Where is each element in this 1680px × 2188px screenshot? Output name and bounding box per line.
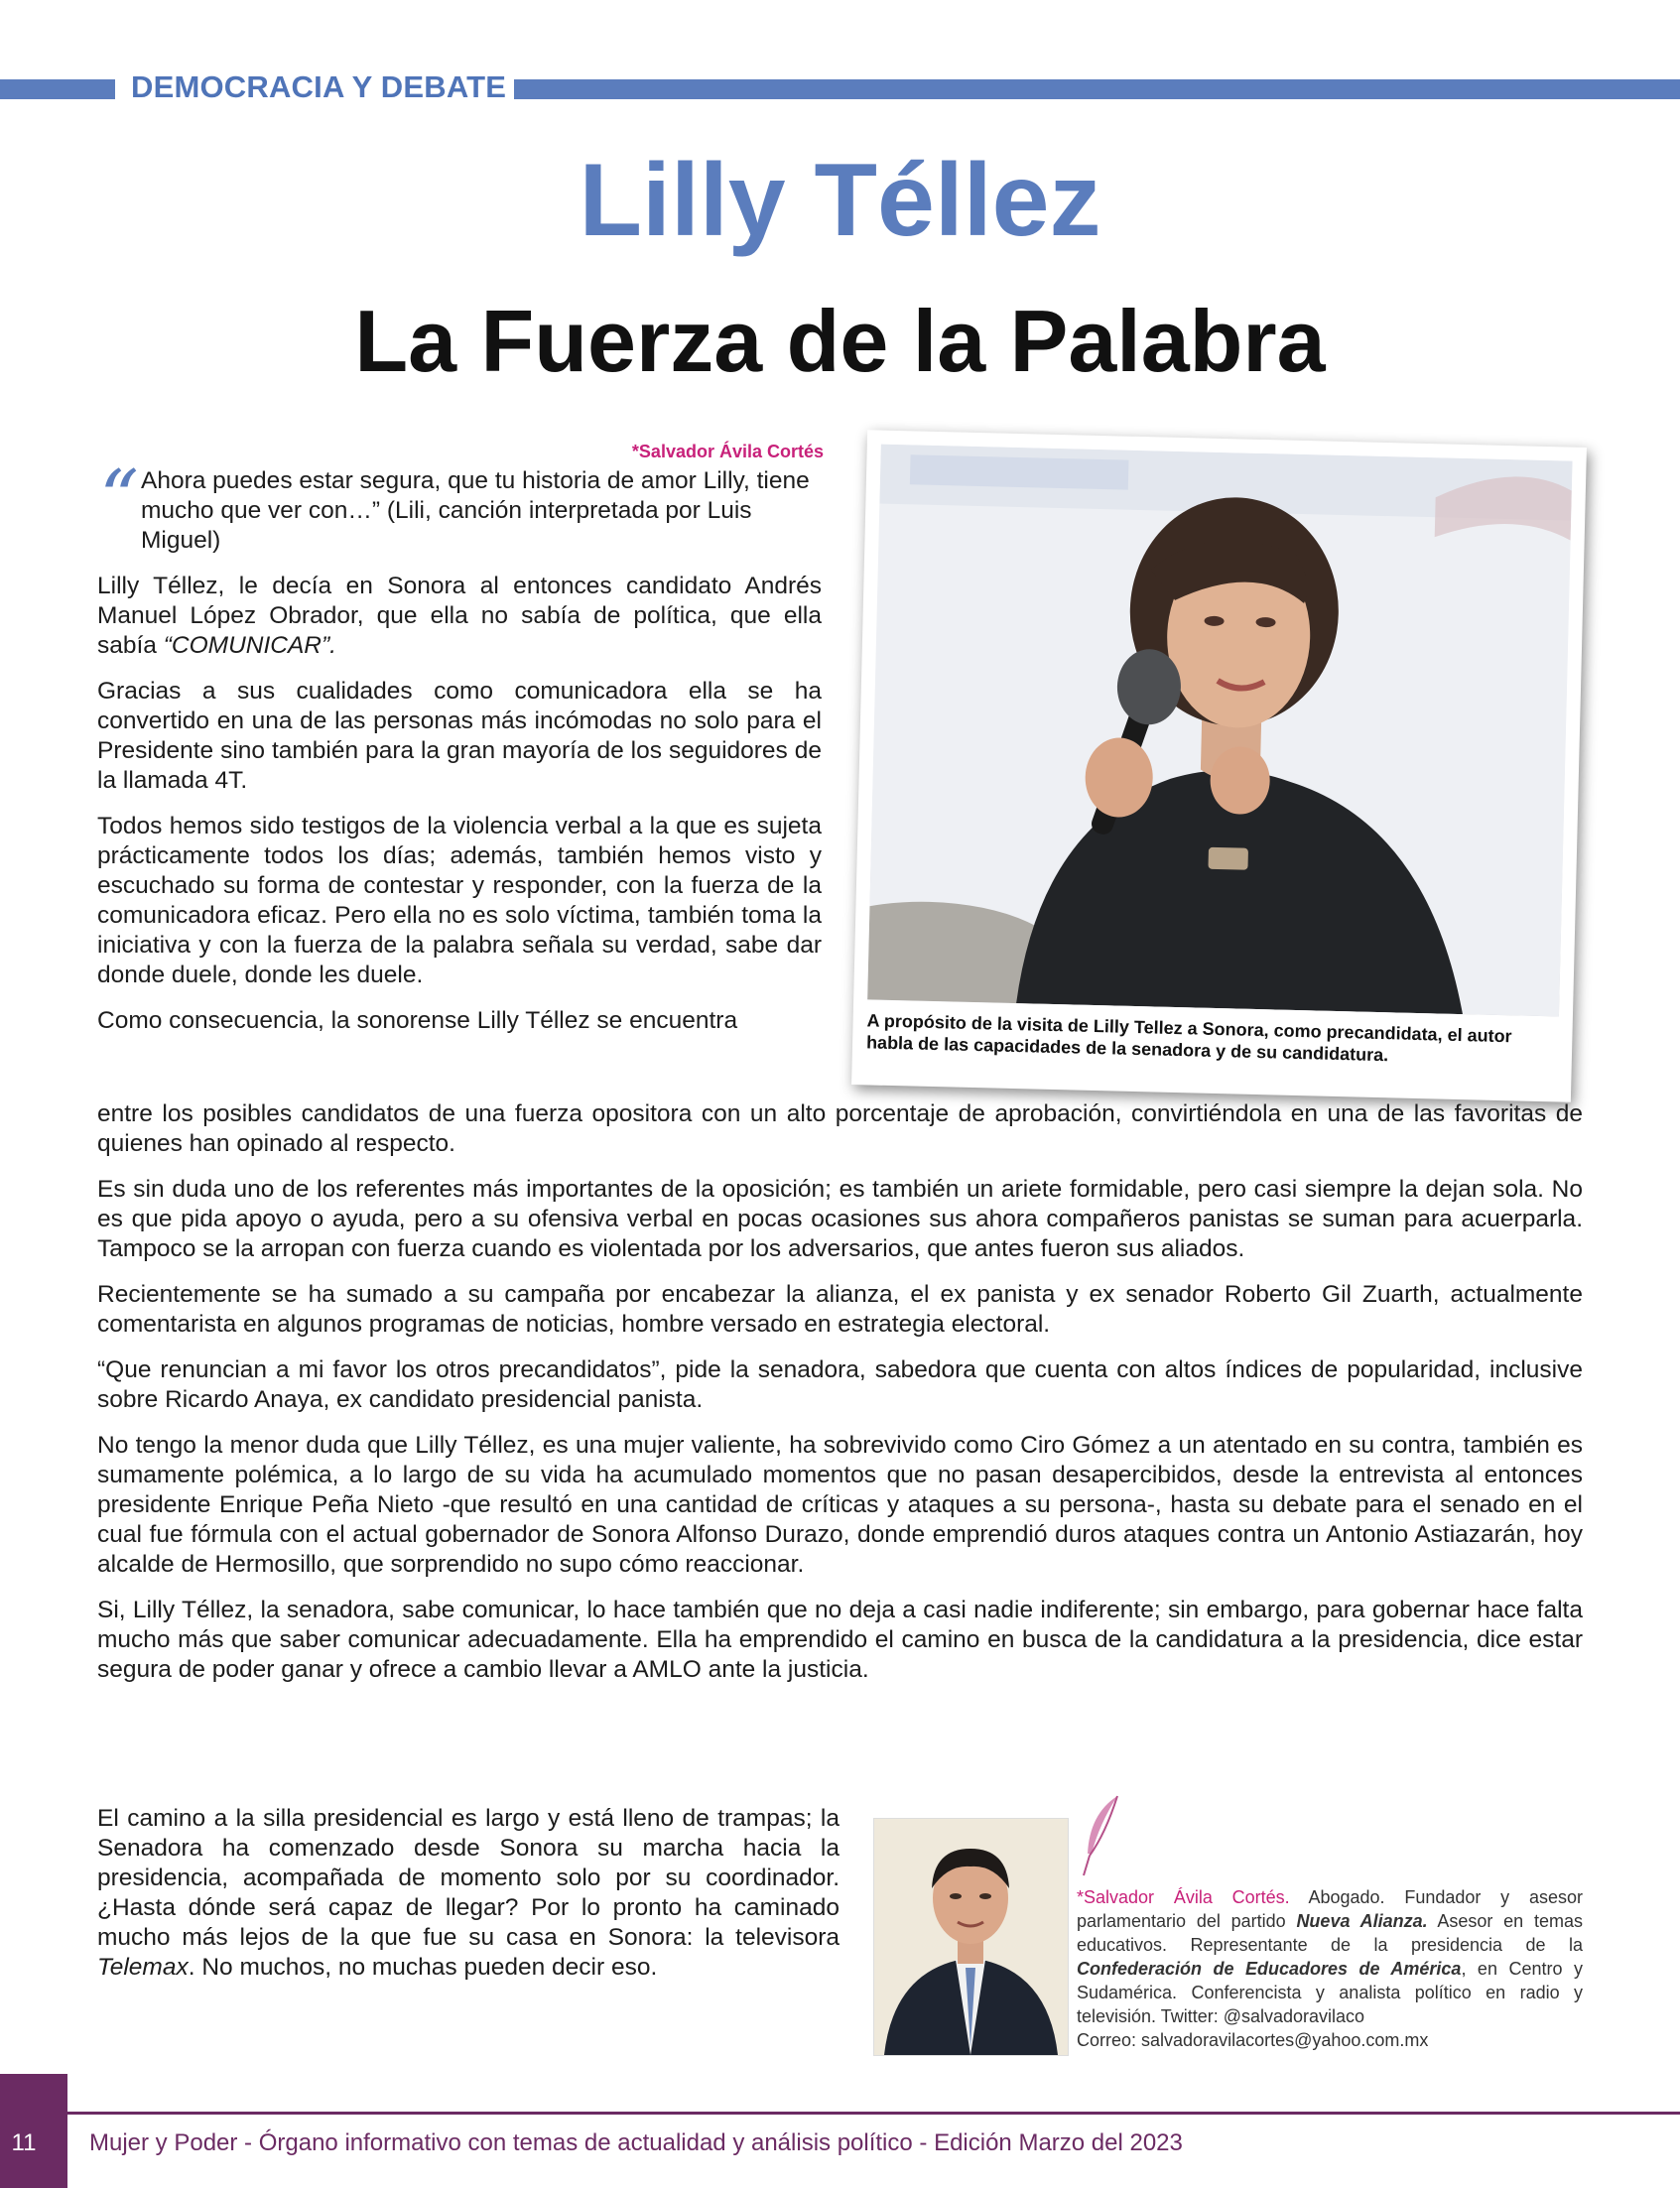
author-portrait-illustration [874,1819,1068,2055]
paragraph-2: Gracias a sus cualidades como comunicadora ella se ha convertido en una de las personas más incómodas no solo para el Presidente sino también para la gran mayoría de los seguidores de la llamada 4T. [97,678,822,794]
photo-frame [851,430,1587,1102]
paragraph-10-emphasis: Telemax [97,1954,189,1981]
footer-text: Mujer y Poder - Órgano informativo con temas de actualidad y análisis político - Edición Marzo del 2023 [89,2129,1183,2156]
bio-text-2: Asesor en temas educativos. Representante de la presidencia de la [1077,1911,1583,1955]
article-title-name: Lilly Téllez [579,143,1101,258]
paragraph-4-start: Como consecuencia, la sonorense Lilly Téllez se encuentra [97,1007,738,1034]
paragraph-4-cont: entre los posibles candidatos de una fuerza opositora con un alto porcentaje de aprobación, convirtiéndola en una de las favoritas de quienes han opinado al respecto. [97,1100,1583,1157]
paragraph-9: Si, Lilly Téllez, la senadora, sabe comunicar, lo hace también que no deja a casi nadie indiferente; sin embargo, para gobernar hace falta mucho más que saber comunicar adecuadamente. Ella ha emprendido el camino en busca de la candidatura a la presidencia, dice estar segura de poder ganar y ofrece a cambio llevar a AMLO ante la justicia. [97,1597,1583,1683]
author-bio [1077,1885,1583,2052]
bio-text-1: Abogado. Fundador y asesor parlamentario del partido [1077,1887,1583,1931]
article-body [97,1099,1583,1701]
paragraph-8: No tengo la menor duda que Lilly Téllez, es una mujer valiente, ha sobrevivido como Ciro Gómez a un atentado en su contra, también es sumamente polémica, a lo largo de su vida ha acumulado momentos que no pasan desapercibidos, desde la entrevista al entonces presidente Enrique Peña Nieto -que resultó en una cantidad de críticas y ataques a su persona-, hasta su debate para el senado en el cual fue fórmula con el actual gobernador de Sonora Alfonso Durazo, donde emprendió duros ataques contra un Antonio Astiazarán, hoy alcalde de Hermosillo, que sorprendido no supo cómo reaccionar. [97,1432,1583,1578]
intro-column [97,466,822,1052]
footer-rule [67,2112,1680,2115]
senator-photo-illustration [867,445,1572,1017]
paragraph-1-text: Lilly Téllez, le decía en Sonora al entonces candidato Andrés Manuel López Obrador, que ella no sabía de política, que ella sabía [97,573,822,659]
author-photo [873,1818,1069,2056]
section-bar-left [0,79,115,99]
paragraph-1 [97,572,822,661]
closing-paragraph [97,1804,840,1983]
opening-quote: Ahora puedes estar segura, que tu historia de amor Lilly, tiene mucho que ver con…” (Lili, canción interpretada por Luis Miguel) [141,467,810,554]
feather-icon [1080,1794,1123,1877]
paragraph-1-emphasis: “COMUNICAR”. [163,632,336,659]
bio-party: Nueva Alianza. [1296,1911,1428,1931]
paragraph-10-end: . No muchos, no muchas pueden decir eso. [188,1954,658,1981]
paragraph-5: Es sin duda uno de los referentes más importantes de la oposición; es también un ariete formidable, pero casi siempre la dejan sola. No es que pida apoyo o ayuda, pero a su ofensiva verbal en pocas ocasiones sus ahora compañeros panistas se suman para acuerparla. Tampoco se la arropan con fuerza cuando es violentada por los adversarios, que antes fueron sus aliados. [97,1176,1583,1262]
photo-caption: A propósito de la visita de Lilly Tellez a Sonora, como precandidata, el autor habla de las capacidades de la senadora y de su candidatura. [865,1010,1512,1066]
page-number: 11 [11,2129,37,2156]
section-bar-right [514,79,1680,99]
bio-organization: Confederación de Educadores de América [1077,1959,1462,1979]
bio-email: Correo: salvadoravilacortes@yahoo.com.mx [1077,2030,1429,2050]
senator-photo [867,445,1572,1017]
section-label: DEMOCRACIA Y DEBATE [131,69,507,104]
paragraph-6: Recientemente se ha sumado a su campaña por encabezar la alianza, el ex panista y ex senador Roberto Gil Zuarth, actualmente comentarista en algunos programas de noticias, hombre versado en estrategia electoral. [97,1281,1583,1338]
bio-author-name: *Salvador Ávila Cortés. [1077,1887,1290,1907]
author-byline: *Salvador Ávila Cortés [631,442,824,461]
paragraph-10-text: El camino a la silla presidencial es largo y está lleno de trampas; la Senadora ha comenzado desde Sonora su marcha hacia la presidencia, acompañada de momento solo por su coordinador. ¿Hasta dónde será capaz de llegar? Por lo pronto ha caminado mucho más lejos de la que fue su casa en Sonora: la televisora [97,1805,840,1951]
article-title-subtitle: La Fuerza de la Palabra [354,292,1326,390]
paragraph-7: “Que renuncian a mi favor los otros precandidatos”, pide la senadora, sabedora que cuenta con altos índices de popularidad, inclusive sobre Ricardo Anaya, ex candidato presidencial panista. [97,1356,1583,1413]
quote-mark-icon: “ [99,454,139,544]
paragraph-3: Todos hemos sido testigos de la violencia verbal a la que es sujeta prácticamente todos los días; además, también hemos visto y escuchado su forma de contestar y responder, con la fuerza de la comunicadora eficaz. Pero ella no es solo víctima, también toma la iniciativa y con la fuerza de la palabra señala su verdad, sabe dar donde duele, donde les duele. [97,813,822,988]
bio-text-3: , en Centro y Sudamérica. Conferencista y analista político en radio y televisión. Twitter: @salvadoravilaco [1077,1959,1583,2026]
paragraph-10 [97,1804,840,1983]
